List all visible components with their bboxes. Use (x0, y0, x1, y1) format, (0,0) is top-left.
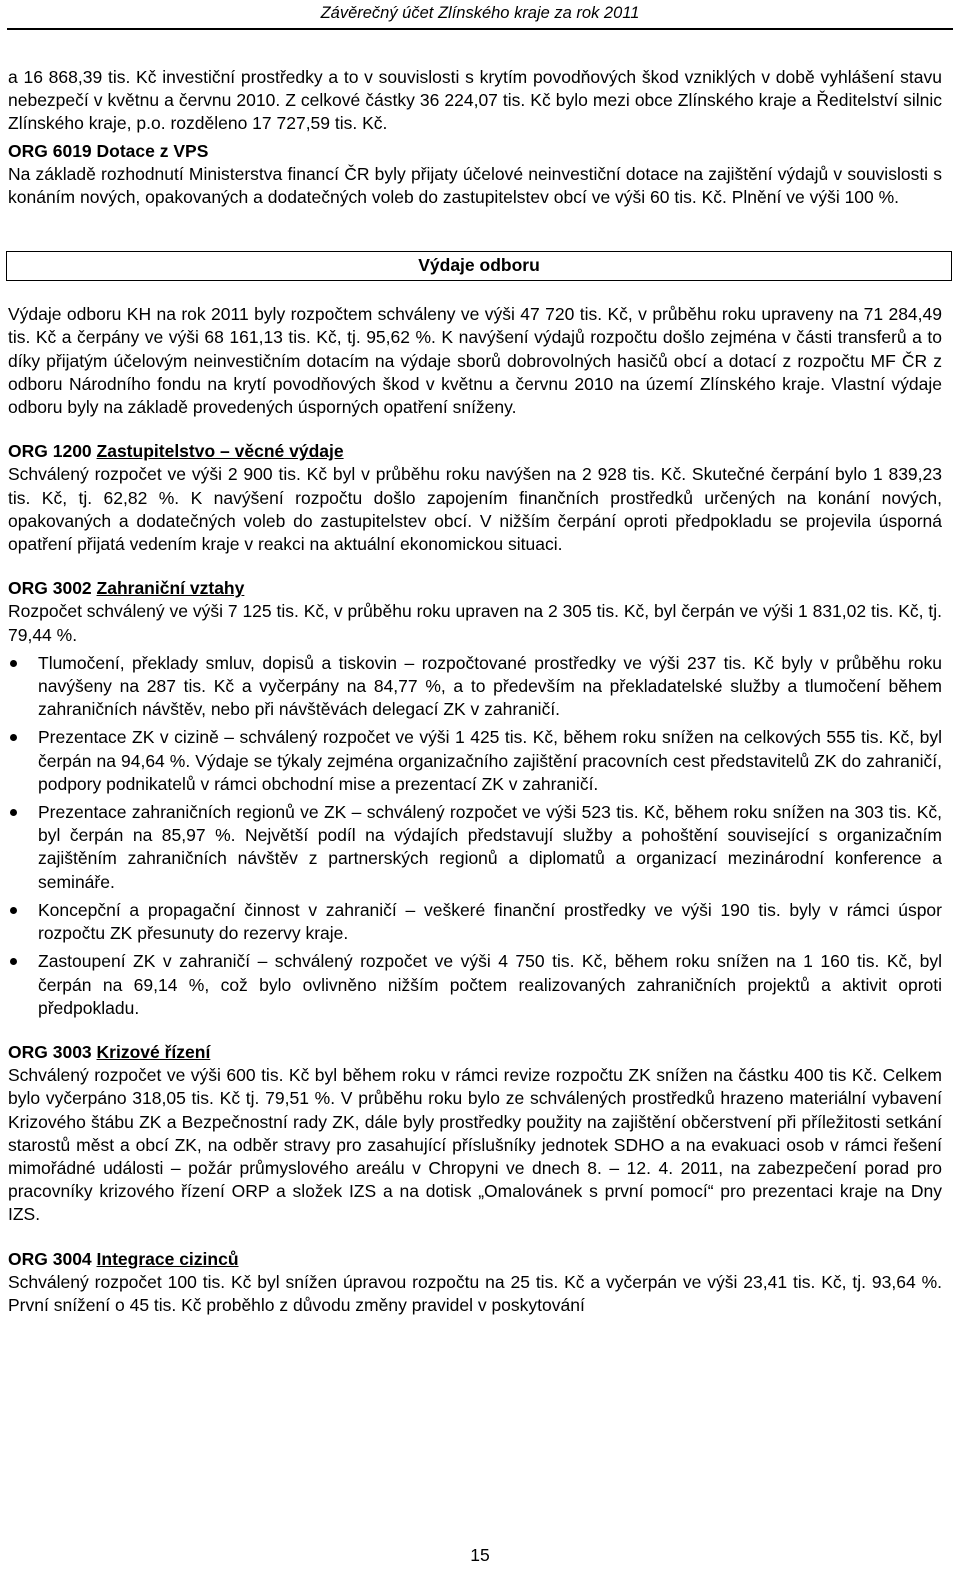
org6019-paragraph: Na základě rozhodnutí Ministerstva financí ČR byly přijaty účelové neinvestiční dotace na zajištění výdajů v souvislosti s konáním nových, opakovaných a dodatečných voleb do zastupitelstev obcí ve výši 60 tis. Kč. Plnění ve výši 100 %. (8, 163, 942, 208)
org3002-code: ORG 3002 (8, 578, 92, 599)
section-paragraph: Výdaje odboru KH na rok 2011 byly rozpočtem schváleny ve výši 47 720 tis. Kč, v průběhu roku upraveny na 71 284,49 tis. Kč a čerpány ve výši 68 161,13 tis. Kč, tj. 95,62 %. K navýšení výdajů rozpočtu došlo zejména v části transferů a to díky přijatým účelovým neinvestičním dotacím na výdaje sborů dobrovolných hasičů obcí a dotací z rozpočtu MF ČR z odboru Národního fondu na krytí povodňových škod v květnu a červnu 2010 na území Zlínského kraje. Vlastní výdaje odboru byly na základě provedených úsporných opatření sníženy. (8, 304, 942, 418)
header-divider (7, 28, 953, 30)
bullet-icon (10, 660, 17, 667)
org1200-heading (8, 440, 942, 463)
org1200-name: Zastupitelstvo – věcné výdaje (96, 441, 344, 462)
list-item (8, 652, 942, 722)
org3004-code: ORG 3004 (8, 1248, 92, 1269)
page-number: 15 (470, 1545, 490, 1565)
bullet-icon (10, 907, 17, 914)
bullet-icon (10, 958, 17, 965)
org6019-heading: ORG 6019 Dotace z VPS (8, 140, 209, 161)
bullet-text: Prezentace ZK v cizině – schválený rozpočet ve výši 1 425 tis. Kč, během roku snížen na celkových 555 tis. Kč, byl čerpán na 94,64 %. Výdaje se týkaly zejména organizačního zajištění pracovních cest představitelů ZK do zahraničí, podpory podnikatelů v rámci obchodní mise a prezentací ZK v zahraničí. (38, 727, 942, 794)
document-body (8, 66, 942, 1317)
org3003-name: Krizové řízení (96, 1041, 211, 1062)
org3004-name: Integrace cizinců (96, 1248, 239, 1269)
org1200-paragraph: Schválený rozpočet ve výši 2 900 tis. Kč byl v průběhu roku navýšen na 2 928 tis. Kč. Skutečné čerpání bylo 1 839,23 tis. Kč, tj. 62,82 %. K navýšení rozpočtu došlo zapojením finančních prostředků určených na konání nových, opakovaných a dodatečných voleb do zastupitelstev obcí. V nižším čerpání oproti předpokladu se projevila úsporná opatření přijatá vedením kraje v reakci na aktuální ekonomickou situaci. (8, 464, 942, 555)
org3002-paragraph: Rozpočet schválený ve výši 7 125 tis. Kč, v průběhu roku upraven na 2 305 tis. Kč, byl čerpán ve výši 1 831,02 tis. Kč, tj. 79,44 %. (8, 601, 942, 645)
bullet-icon (10, 809, 17, 816)
org3003-paragraph: Schválený rozpočet ve výši 600 tis. Kč byl během roku v rámci revize rozpočtu ZK snížen na částku 400 tis Kč. Celkem bylo vyčerpáno 318,05 tis. Kč tj. 79,51 %. V průběhu roku bylo ze schválených prostředků hrazeno materiální vybavení Krizového štábu ZK a Bezpečnostní rady ZK, dále byly prostředky použity na zajištění občerstvení při příležitosti setkání starostů měst a obcí ZK, na odběr stravy pro zasahující příslušníky jednotek SDHO a na evakuaci osob v rámci řešení mimořádné události – požár průmyslového areálu v Chropyni ve dnech 8. – 12. 4. 2011, na zabezpečení porad pro pracovníky krizového řízení ORP a složek IZS a na dotisk „Omalovánek s první pomocí“ pro prezentaci kraje na Dny IZS. (8, 1065, 942, 1225)
list-item (8, 950, 942, 1020)
org3004-paragraph: Schválený rozpočet 100 tis. Kč byl snížen úpravou rozpočtu na 25 tis. Kč a vyčerpán ve výši 23,41 tis. Kč, tj. 93,64 %. První snížení o 45 tis. Kč proběhlo z důvodu změny pravidel v poskytování (8, 1271, 942, 1315)
bullet-text: Koncepční a propagační činnost v zahraničí – veškeré finanční prostředky ve výši 190 tis. byly v rámci úspor rozpočtu ZK přesunuty do rezervy kraje. (38, 899, 942, 944)
org3003-heading (8, 1041, 942, 1064)
org1200-code: ORG 1200 (8, 441, 92, 462)
list-item (8, 899, 942, 945)
org3002-bullet-list (8, 652, 942, 1020)
intro-paragraph: a 16 868,39 tis. Kč investiční prostředky a to v souvislosti s krytím povodňových škod vzniklých v době vyhlášení stavu nebezpečí v květnu a červnu 2010. Z celkové částky 36 224,07 tis. Kč bylo mezi obce Zlínského kraje a Ředitelství silnic Zlínského kraje, p.o. rozděleno 17 727,59 tis. Kč. (8, 67, 942, 134)
org3002-name: Zahraniční vztahy (96, 578, 245, 599)
list-item (8, 801, 942, 894)
page-header: Závěrečný účet Zlínského kraje za rok 2011 (320, 4, 640, 22)
org3004-heading (8, 1248, 942, 1271)
section-title-box (6, 251, 952, 281)
bullet-text: Zastoupení ZK v zahraničí – schválený rozpočet ve výši 4 750 tis. Kč, během roku snížen na 1 160 tis. Kč, byl čerpán na 69,14 %, což bylo ovlivněno nižším počtem realizovaných zahraničních projektů a aktivit oproti předpokladu. (38, 951, 942, 1018)
list-item (8, 726, 942, 796)
org3003-code: ORG 3003 (8, 1041, 92, 1062)
section-title: Výdaje odboru (418, 255, 540, 276)
bullet-icon (10, 734, 17, 741)
bullet-text: Tlumočení, překlady smluv, dopisů a tiskovin – rozpočtované prostředky ve výši 237 tis. Kč byly v průběhu roku navýšeny na 287 tis. Kč a vyčerpány na 84,77 %, a to především na překladatelské služby a tlumočení během zahraničních návštěv, nebo při návštěvách delegací ZK v zahraničí. (38, 652, 942, 720)
org3002-heading (8, 577, 942, 600)
bullet-text: Prezentace zahraničních regionů ve ZK – schválený rozpočet ve výši 523 tis. Kč, během roku snížen na 303 tis. Kč, byl čerpán na 85,97 %. Největší podíl na výdajích představují služby a pohoštění související s organizačním zajištěním zahraničních návštěv z partnerských regionů a diplomatů a organizací mezinárodní konference a semináře. (38, 802, 942, 892)
